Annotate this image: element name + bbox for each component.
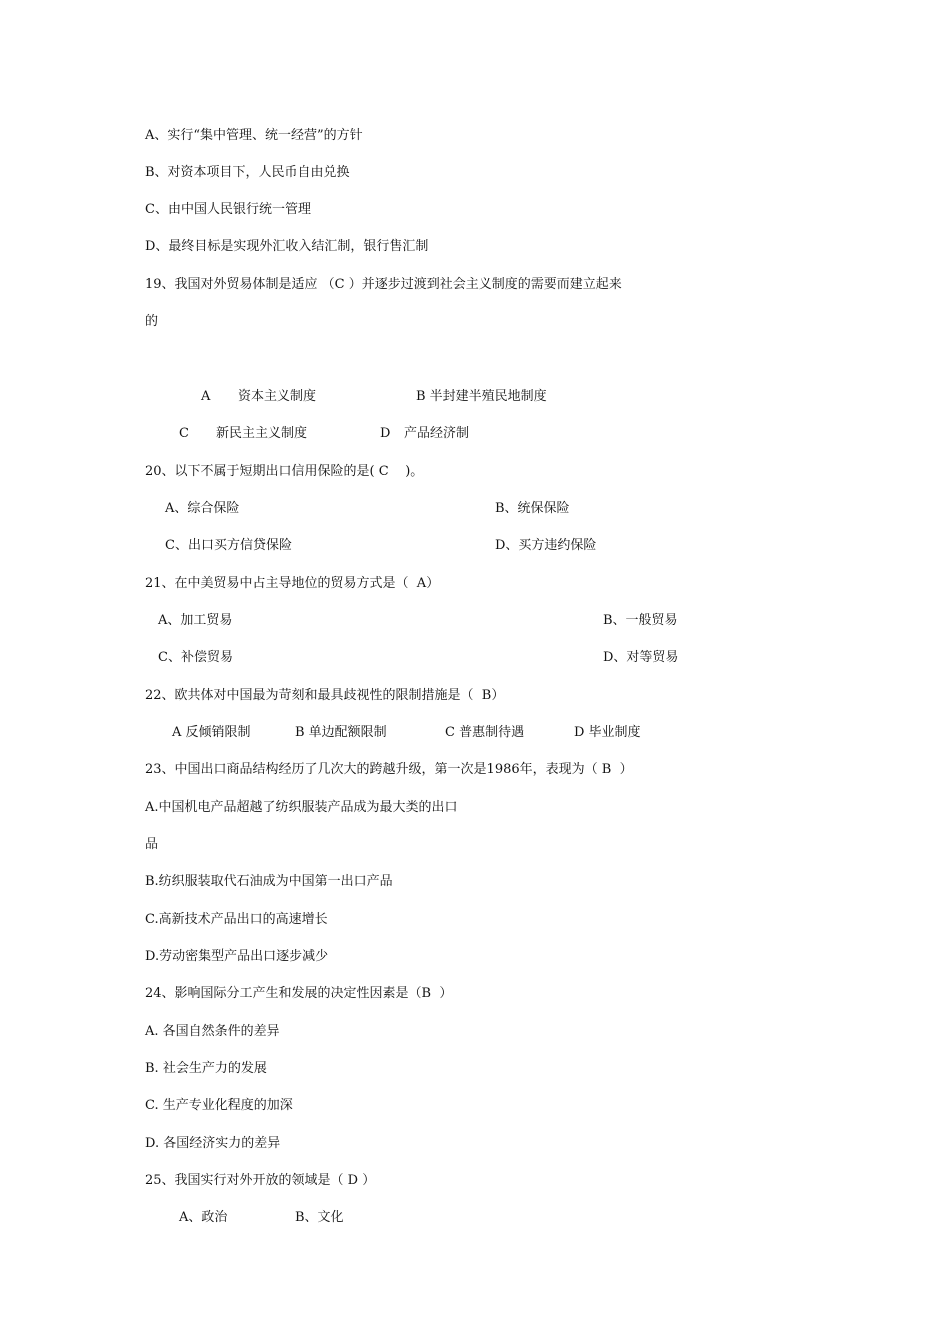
q21-option-b: B、一般贸易	[603, 613, 678, 628]
q19-option-a-text: 资本主义制度	[238, 389, 317, 404]
q19-option-b: B 半封建半殖民地制度	[416, 389, 547, 404]
q23-option-b: B.纺织服装取代石油成为中国第一出口产品	[145, 874, 393, 889]
q24-option-a: A. 各国自然条件的差异	[145, 1024, 280, 1039]
q20-option-d: D、买方违约保险	[495, 538, 597, 553]
q18-option-d: D、最终目标是实现外汇收入结汇制，银行售汇制	[145, 239, 429, 254]
q18-option-a: A、实行“集中管理、统一经营”的方针	[145, 128, 363, 143]
q21-option-c: C、补偿贸易	[158, 650, 233, 665]
q25-option-b: B、文化	[295, 1210, 344, 1225]
q20-option-a: A、综合保险	[165, 501, 240, 516]
q19-option-c-letter: C	[179, 426, 189, 441]
q23-option-a-line1: A.中国机电产品超越了纺织服装产品成为最大类的出口	[145, 800, 458, 815]
q24-option-c: C. 生产专业化程度的加深	[145, 1098, 293, 1113]
q22-question: 22、欧共体对中国最为苛刻和最具歧视性的限制措施是（ B）	[145, 688, 505, 703]
q19-option-a-letter: A	[201, 389, 211, 404]
q19-option-d-letter: D	[380, 426, 391, 441]
q23-option-c: C.高新技术产品出口的高速增长	[145, 912, 328, 927]
q25-question: 25、我国实行对外开放的领域是（ D ）	[145, 1173, 376, 1188]
q20-option-c: C、出口买方信贷保险	[165, 538, 292, 553]
q24-option-b: B. 社会生产力的发展	[145, 1061, 267, 1076]
q21-option-d: D、对等贸易	[603, 650, 679, 665]
q19-option-c-text: 新民主主义制度	[216, 426, 308, 441]
q23-question: 23、中国出口商品结构经历了几次大的跨越升级，第一次是1986年，表现为（ B ）	[145, 762, 633, 777]
q25-option-a: A、政治	[179, 1210, 228, 1225]
q19-question-line1: 19、我国对外贸易体制是适应 （C ）并逐步过渡到社会主义制度的需要而建立起来	[145, 277, 622, 292]
q23-option-d: D.劳动密集型产品出口逐步减少	[145, 949, 329, 964]
q20-option-b: B、统保保险	[495, 501, 570, 516]
q20-question: 20、以下不属于短期出口信用保险的是( C )。	[145, 464, 424, 479]
q24-question: 24、影响国际分工产生和发展的决定性因素是（B ）	[145, 986, 453, 1001]
q18-option-b: B、对资本项目下，人民币自由兑换	[145, 165, 350, 180]
q21-option-a: A、加工贸易	[158, 613, 233, 628]
q22-option-d: D 毕业制度	[574, 725, 641, 740]
q19-question-line2: 的	[145, 314, 159, 329]
q22-option-b: B 单边配额限制	[295, 725, 387, 740]
q24-option-d: D. 各国经济实力的差异	[145, 1136, 281, 1151]
q23-option-a-line2: 品	[145, 837, 159, 852]
q22-option-c: C 普惠制待遇	[445, 725, 525, 740]
q22-option-a: A 反倾销限制	[172, 725, 251, 740]
q19-option-d-text: 产品经济制	[404, 426, 470, 441]
q21-question: 21、在中美贸易中占主导地位的贸易方式是（ A）	[145, 576, 440, 591]
q18-option-c: C、由中国人民银行统一管理	[145, 202, 311, 217]
